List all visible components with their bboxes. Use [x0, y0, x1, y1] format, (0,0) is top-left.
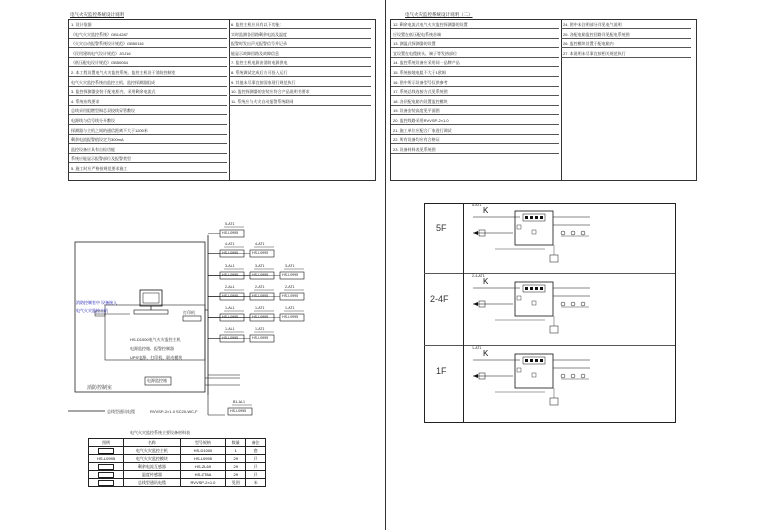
floor-label: 2-4F	[430, 294, 449, 304]
note-rule	[391, 76, 559, 77]
system-diagram	[0, 180, 385, 430]
notes-divider	[229, 20, 230, 180]
node-module-label: HS-L0995	[282, 273, 299, 277]
panel-label: 2-4-AT1	[472, 274, 485, 278]
node-floor-label: 1-AT1	[255, 306, 265, 310]
bom-cell-qty: 29	[226, 455, 246, 463]
left-callout-1: 消防控制室中 设备接入	[76, 300, 118, 305]
bom-row	[89, 479, 266, 487]
note-rule	[69, 172, 227, 173]
note-line: 14. 监控系统设备应采用同一品牌产品	[393, 60, 460, 66]
panel-schematic	[465, 276, 675, 342]
note-rule	[391, 47, 559, 48]
note-line: 《民用建筑电气设计规范》JGJ16	[71, 50, 131, 56]
bom-title: 电气火灾监控系统主要设备材料表	[130, 430, 190, 435]
panel-label: 1-AT1	[472, 346, 482, 350]
note-rule	[391, 143, 559, 144]
bom-cell-note: 米	[246, 479, 266, 487]
note-rule	[561, 28, 691, 29]
note-line: 23. 设备材料表见系统图	[393, 146, 436, 152]
bom-cell-model: RVVSP-2×1.0	[180, 479, 226, 487]
note-rule	[229, 95, 371, 96]
bom-cell-qty: 1	[226, 447, 246, 455]
panel-schematic	[465, 205, 675, 271]
node-module-label: HS-L0995	[222, 315, 239, 319]
bom-cell-model: HS-ZL69	[180, 463, 226, 471]
host-caption-1: HS-D1000电气火灾监控主机	[130, 337, 181, 342]
node-module-label: HS-L0995	[230, 409, 247, 413]
control-room-box	[75, 242, 205, 392]
note-line: 2. 本工程设置电气火灾监控系统，监控主机设于消防控制室	[71, 70, 176, 75]
bom-cell-note: 只	[246, 463, 266, 471]
note-line: 22. 所有设备均应有合格证	[393, 137, 440, 143]
bus-legend-text: 总线型通讯电缆	[107, 409, 135, 414]
note-rule	[69, 66, 227, 67]
note-rule	[229, 105, 371, 106]
printer-icon	[183, 316, 201, 321]
node-floor-label: 2-AT1	[255, 285, 265, 289]
note-rule	[69, 143, 227, 144]
note-rule	[69, 38, 227, 39]
bom-row	[89, 455, 266, 463]
note-rule	[391, 105, 559, 106]
svg-text:K: K	[483, 206, 489, 215]
monitor-icon	[140, 290, 162, 306]
note-line: 系统应能显示报警部位及报警类型	[71, 156, 131, 162]
note-rule	[69, 28, 227, 29]
note-rule	[69, 153, 227, 154]
node-module-label: HS-L0995	[252, 336, 269, 340]
node-floor-label: 4-AT1	[225, 242, 235, 246]
bom-cell-note: 只	[246, 471, 266, 479]
note-line: 监控设备应具有自检功能	[71, 146, 115, 152]
floor-label-divider	[463, 203, 464, 422]
note-rule	[69, 162, 227, 163]
bom-cell-name: 电气火灾监控主机	[124, 447, 180, 455]
note-rule	[391, 95, 559, 96]
note-line: 6. 监控主机应具有以下功能：	[231, 22, 284, 27]
node-floor-label: B1-AL1	[233, 400, 245, 404]
note-line: 9. 其他未尽事宜按国家现行规范执行	[231, 79, 296, 85]
bom-cell-model: HS-ZT8A	[180, 471, 226, 479]
bom-row	[89, 471, 266, 479]
note-rule	[391, 66, 559, 67]
node-floor-label: 1-AT1	[255, 327, 265, 331]
bom-cell-name: 电气火灾监控模块	[124, 455, 180, 463]
printer-label: 打印机	[183, 310, 195, 315]
node-floor-label: 1-AL1	[225, 327, 235, 331]
note-line: 探测器与主机之间的通信距离不大于1200米	[71, 127, 148, 133]
bom-symbol-box	[98, 448, 114, 454]
note-rule	[69, 95, 227, 96]
bom-cell-symbol	[89, 447, 124, 455]
note-rule	[229, 28, 371, 29]
note-rule	[391, 28, 559, 29]
note-line: 能显示故障回路及故障信息	[231, 50, 279, 56]
note-rule	[229, 66, 371, 67]
bom-row	[89, 447, 266, 455]
note-rule	[391, 38, 559, 39]
bom-cell-name: 总线型通讯电缆	[124, 479, 180, 487]
note-rule	[391, 114, 559, 115]
note-rule	[69, 105, 227, 106]
node-module-label: HS-L0995	[282, 315, 299, 319]
host-caption-2: 电源监控箱、报警控制器	[130, 346, 174, 351]
note-rule	[391, 153, 559, 154]
node-floor-label: 2-AL1	[225, 285, 235, 289]
note-line: 电源线与信号线分开敷设	[71, 118, 115, 123]
bom-cell-qty: 29	[226, 463, 246, 471]
note-line: 实时监测各回路剩余电流及温度	[231, 31, 287, 37]
host-caption-3: UPS电源、打印机、联动模块	[130, 355, 183, 360]
note-line: 24. 图中未注明部分详见电气说明	[563, 22, 622, 27]
notes-divider	[561, 20, 562, 180]
note-rule	[391, 124, 559, 125]
node-floor-label: 3-AL1	[225, 264, 235, 268]
bom-cell-note: 只	[246, 455, 266, 463]
note-line: 12. 剩余电流式电气火灾监控探测器的设置	[393, 22, 468, 27]
node-module-label: HS-L0995	[222, 336, 239, 340]
node-module-label: HS-L0995	[222, 251, 239, 255]
note-rule	[391, 86, 559, 87]
note-rule	[561, 47, 691, 48]
bom-cell-model: HS-D1000	[180, 447, 226, 455]
bom-header-cell: 图例	[89, 439, 124, 447]
note-line: 剩余电流报警值设定为300mA	[71, 137, 124, 143]
floor-divider	[424, 273, 675, 274]
note-line: 20. 监控线路采用RVVSP-2×1.0	[393, 118, 449, 123]
note-line: 宜设置在电缆接头、端子等发热部位	[393, 50, 457, 56]
note-rule	[391, 134, 559, 135]
svg-text:K: K	[483, 349, 489, 358]
note-rule	[561, 57, 691, 58]
note-line: 总线采用阻燃型铜芯双绞线穿管敷设	[71, 108, 135, 114]
bom-cell-symbol	[89, 463, 124, 471]
bom-cell-symbol	[89, 479, 124, 487]
left-callout-2: 电气火灾监控主机	[76, 308, 108, 313]
bom-symbol-box	[98, 464, 114, 470]
bom-header-cell: 名称	[124, 439, 180, 447]
note-line: 10. 监控探测器的安装应符合产品说明书要求	[231, 89, 310, 95]
note-rule	[69, 124, 227, 125]
node-module-label: HS-L0995	[252, 251, 269, 255]
note-line: 17. 系统总线连接方式见系统图	[393, 89, 448, 95]
note-rule	[229, 86, 371, 87]
bom-cell-qty: 29	[226, 471, 246, 479]
floor-label: 1F	[436, 366, 447, 376]
node-module-label: HS-L0995	[222, 294, 239, 298]
note-rule	[69, 86, 227, 87]
note-rule	[229, 57, 371, 58]
node-module-label: HS-L0995	[282, 294, 299, 298]
panel-schematic	[465, 348, 675, 414]
notes-heading-right: 电气火灾监控系统设计说明（二）	[405, 12, 473, 17]
note-rule	[69, 57, 227, 58]
node-module-label: HS-L0995	[222, 231, 239, 235]
bom-symbol-box	[98, 480, 114, 486]
note-line: 26. 监控模块设置于配电箱内	[563, 41, 614, 47]
node-floor-label: 2-AT1	[285, 285, 295, 289]
note-line: 《电气火灾监控系统》GB14287	[71, 31, 128, 37]
note-rule	[69, 134, 227, 135]
note-line: 报警时发出声光报警信号并记录	[231, 41, 287, 47]
note-rule	[391, 57, 559, 58]
note-line: 25. 各配电箱监控回路详见配电系统图	[563, 31, 630, 37]
note-line: 应设置在低压配电系统首端	[393, 31, 441, 37]
bom-cell-symbol	[89, 471, 124, 479]
node-floor-label: 5-AT1	[225, 222, 235, 226]
node-floor-label: 1-AL1	[225, 306, 235, 310]
note-rule	[69, 76, 227, 77]
note-line: 《低压配电设计规范》GB50054	[71, 60, 128, 66]
bom-cell-name: 温度传感器	[124, 471, 180, 479]
bom-symbol-box	[98, 472, 114, 478]
bom-cell-model: HS-L0995	[180, 455, 226, 463]
bom-header-row	[89, 439, 266, 447]
note-line: 19. 设备安装高度见平面图	[393, 108, 440, 114]
note-line: 21. 施工单位应配合厂家进行调试	[393, 127, 452, 133]
note-line: 4. 系统布线要求	[71, 98, 100, 104]
note-rule	[229, 47, 371, 48]
panel-label: 5-AT1	[472, 203, 482, 207]
note-line: 15. 系统接地电阻不大于1欧姆	[393, 70, 446, 75]
bom-header-cell: 备注	[246, 439, 266, 447]
node-module-label: HS-L0995	[252, 294, 269, 298]
control-room-label: 消防控制室	[87, 385, 113, 391]
bom-header-cell: 型号规格	[180, 439, 226, 447]
note-rule	[229, 76, 371, 77]
note-rule	[69, 114, 227, 115]
node-module-label: HS-L0995	[222, 273, 239, 277]
note-rule	[229, 38, 371, 39]
bom-cell-name: 剩余电流互感器	[124, 463, 180, 471]
note-line: 27. 本说明未尽事宜按相关规范执行	[563, 50, 626, 56]
bom-cell-symbol: HS-L0995	[89, 455, 124, 463]
note-line: 8. 系统调试完成后方可投入运行	[231, 70, 288, 75]
bom-table	[88, 438, 266, 487]
sheet-divider	[385, 0, 386, 530]
node-floor-label: 1-AT1	[285, 306, 295, 310]
svg-text:K: K	[483, 277, 489, 286]
bom-cell-note: 套	[246, 447, 266, 455]
floor-divider	[424, 345, 675, 346]
note-line: 电气火灾监控系统由监控主机、监控探测器组成	[71, 79, 155, 85]
note-line: 16. 图中所示设备型号仅供参考	[393, 79, 448, 85]
keyboard-icon	[134, 310, 168, 314]
note-rule	[561, 38, 691, 39]
note-line: 《火灾自动报警系统设计规范》GB50116	[71, 41, 144, 47]
note-line: 5. 施工时应严格按规范要求施工	[71, 166, 128, 171]
power-box-label: 电源监控箱	[147, 378, 167, 383]
note-line: 13. 测温式探测器的设置	[393, 41, 436, 47]
note-line: 18. 各层配电箱内设置监控模块	[393, 98, 448, 104]
note-line: 7. 监控主机电源由消防电源供电	[231, 60, 288, 66]
bus-legend-cable: RVVSP-2×1.0 SC20-WC,F	[150, 409, 198, 414]
floor-label: 5F	[436, 223, 447, 233]
node-floor-label: 3-AT1	[285, 264, 295, 268]
note-line: 11. 系统应与火灾自动报警系统联网	[231, 98, 294, 104]
node-floor-label: 4-AT1	[255, 242, 265, 246]
bom-cell-qty: 见图	[226, 479, 246, 487]
note-rule	[69, 47, 227, 48]
node-module-label: HS-L0995	[252, 315, 269, 319]
notes-heading-left: 电气火灾监控系统设计说明	[70, 12, 124, 17]
note-line: 3. 监控探测器安装于配电柜内，采用剩余电流式	[71, 89, 156, 95]
note-line: 1. 设计依据	[71, 22, 92, 27]
node-floor-label: 3-AT1	[255, 264, 265, 268]
bom-header-cell: 数量	[226, 439, 246, 447]
node-module-label: HS-L0995	[252, 273, 269, 277]
bom-row	[89, 463, 266, 471]
